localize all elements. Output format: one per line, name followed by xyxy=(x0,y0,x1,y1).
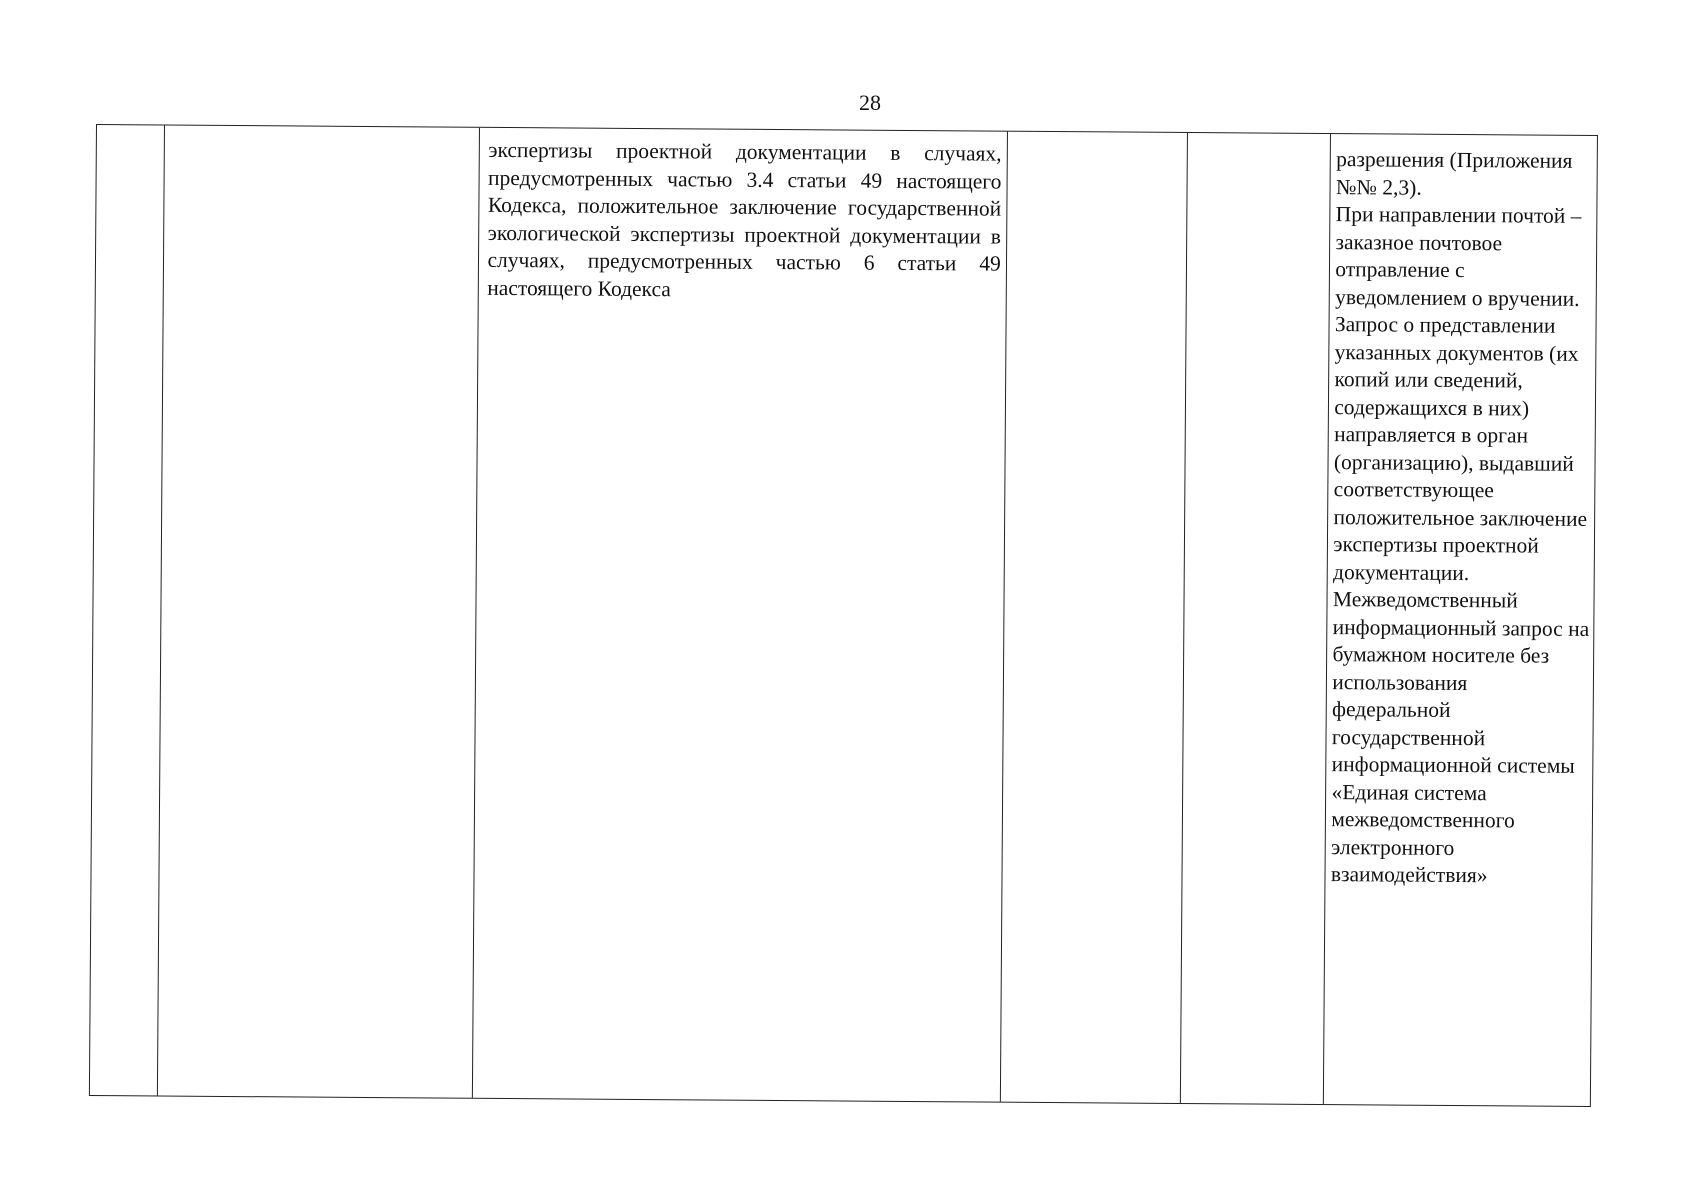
text-paragraph: Запрос о представлении указанных документов (их копий или сведений, содержащихся в них) направляется в орган (организацию), выдавший соответствующее положительное заключение экспертизы проектной документации. xyxy=(1333,312,1588,585)
document-requirements-text: экспертизы проектной документации в случаях, предусмотренных частью 3.4 статьи 49 настоящего Кодекса, положительное заключение государственной экологической экспертизы проектной документации в случаях, предусмотренных частью 6 статьи 49 настоящего Кодекса xyxy=(487,137,1002,301)
table-column-3 xyxy=(473,128,1007,1102)
text-paragraph: разрешения (Приложения №№ 2,3). xyxy=(1335,147,1573,200)
text-paragraph: Межведомственный информационный запрос на бумажном носителе без использования федеральной государственной информационной системы «Единая система межведомственного электронного взаимодействия» xyxy=(1330,587,1590,888)
table-column-5 xyxy=(1180,133,1331,1104)
table-column-6 xyxy=(1324,134,1597,1106)
interagency-request-text xyxy=(1326,134,1597,890)
continuation-table xyxy=(89,124,1598,1107)
table-column-1 xyxy=(90,125,165,1095)
table-column-2 xyxy=(158,126,481,1098)
table-column-4 xyxy=(1001,132,1188,1103)
page-number: 28 xyxy=(859,90,881,115)
text-paragraph: При направлении почтой – заказное почтовое отправление с уведомлением о вручении. xyxy=(1335,202,1582,311)
